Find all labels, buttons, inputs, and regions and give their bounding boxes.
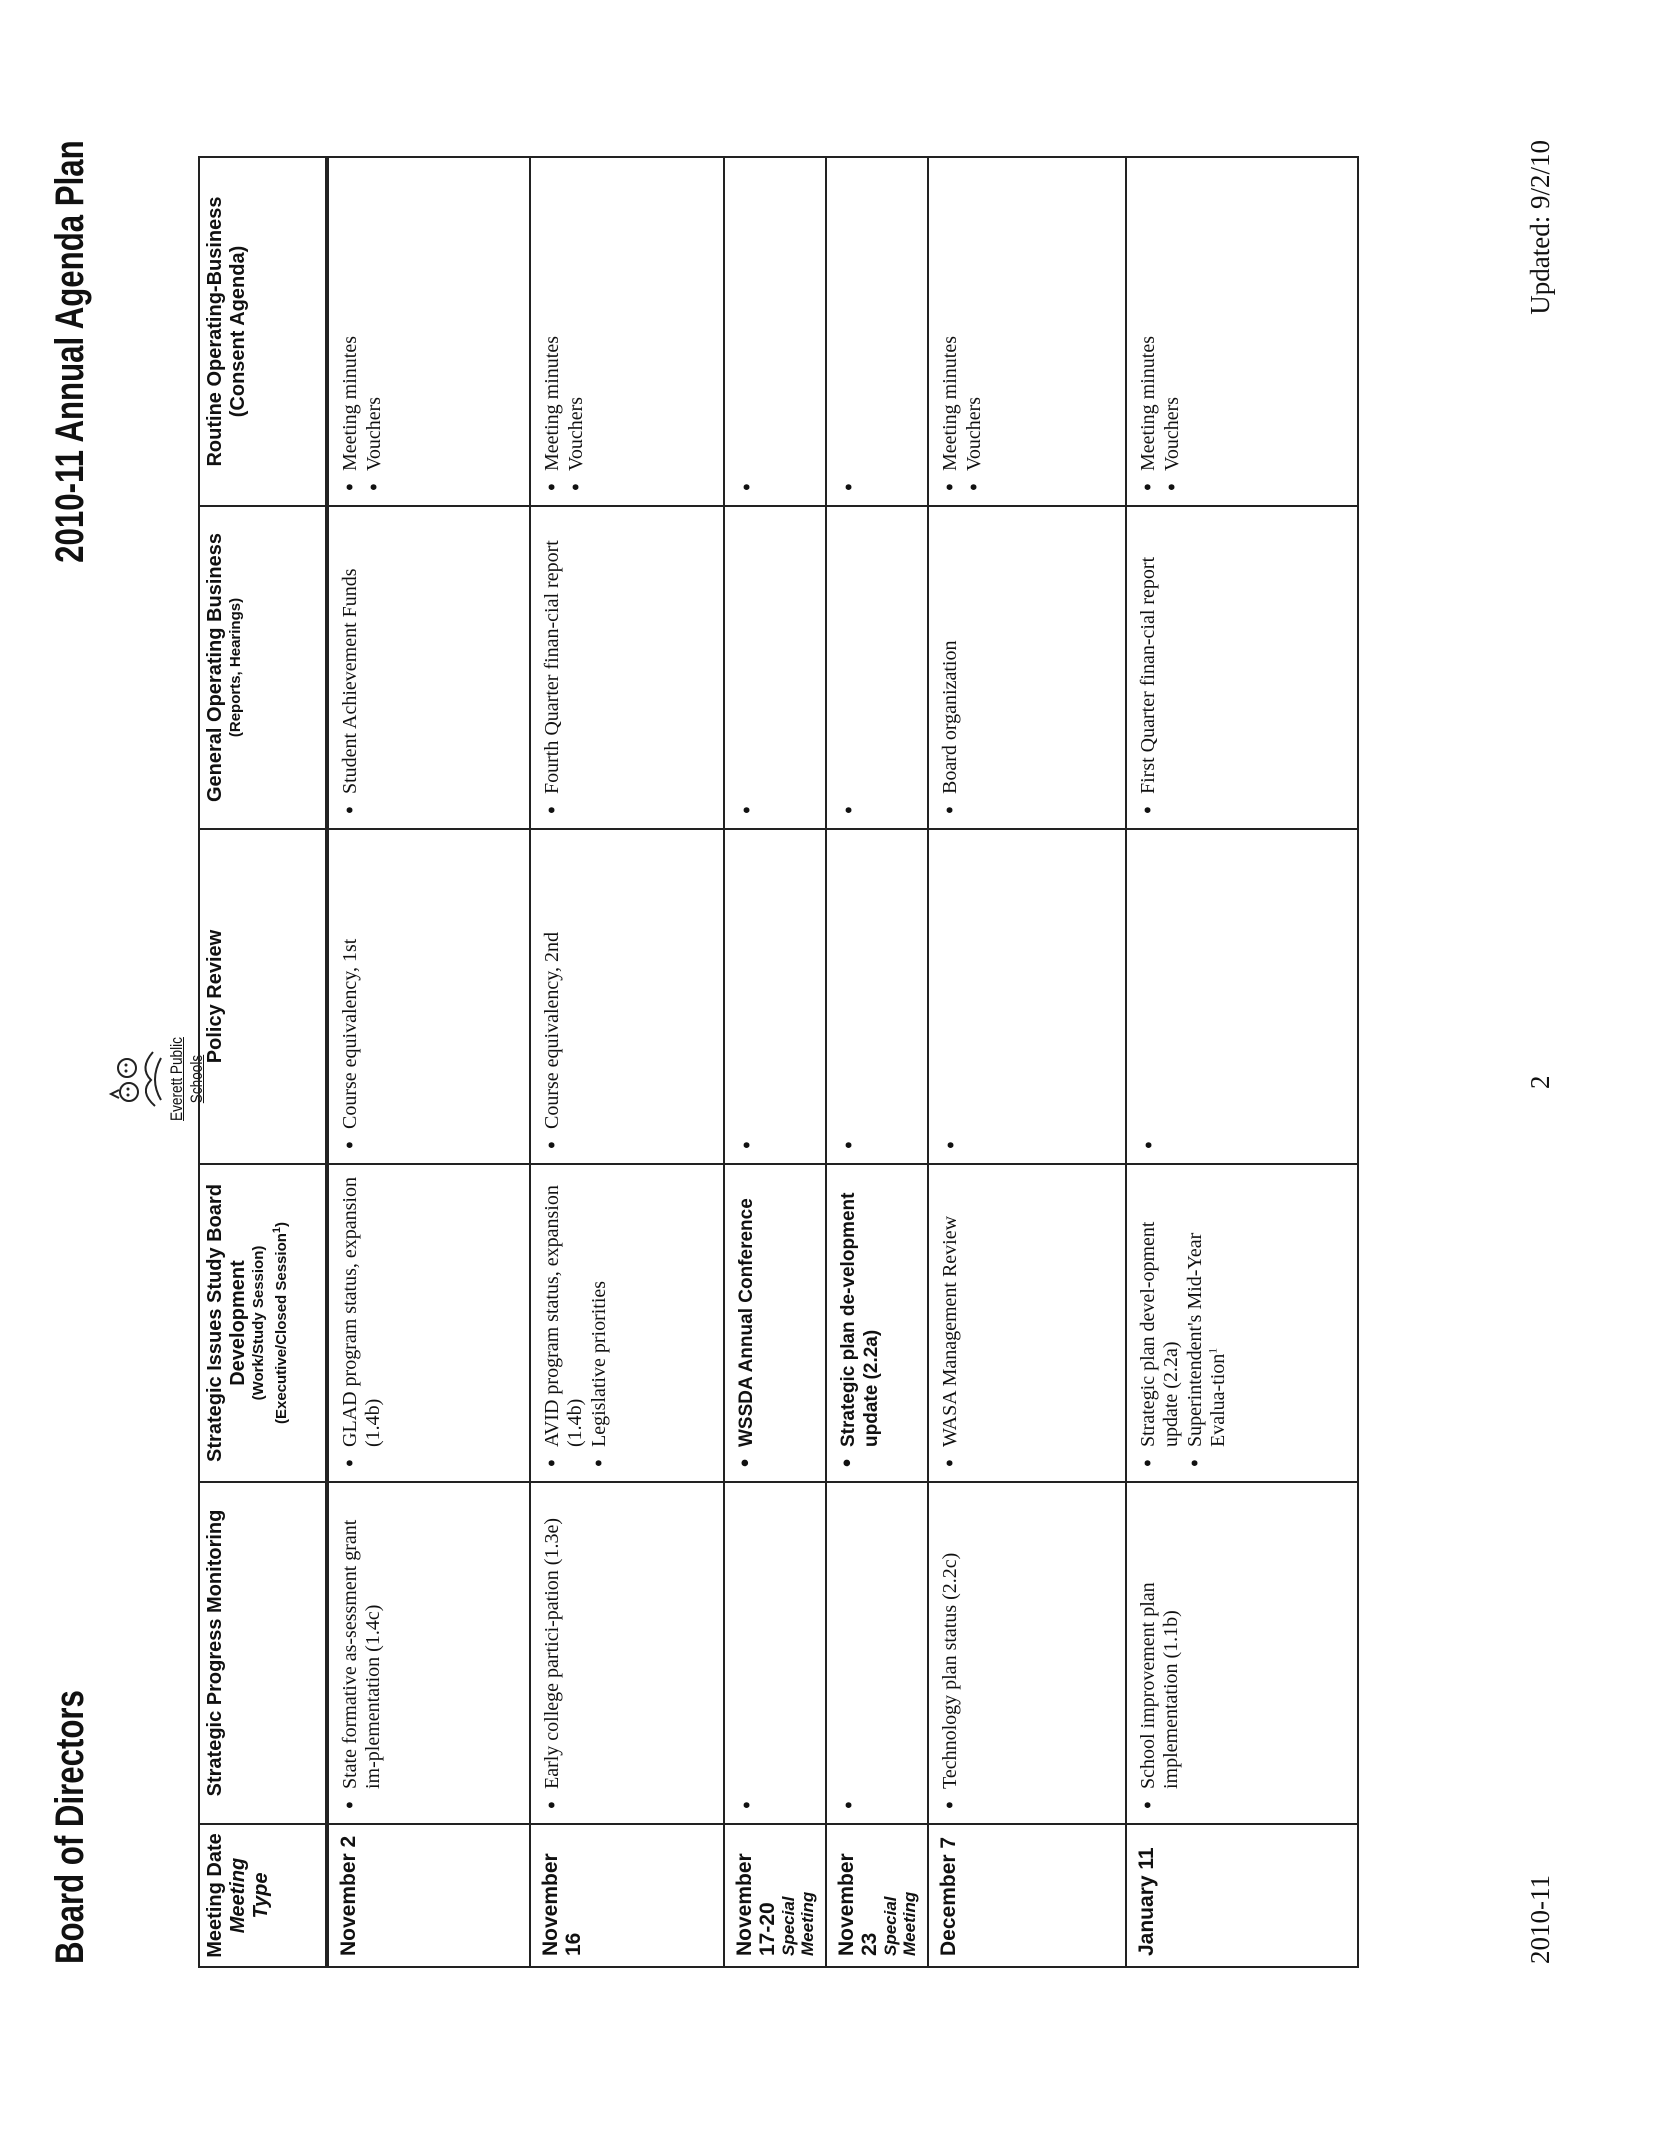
policy-cell [328,829,530,1164]
board-title: Board of Directors [48,1690,92,1964]
list-item: • Legislative priorities [588,1175,611,1471]
table-row [530,157,724,1967]
routine-cell [724,157,826,506]
list-item: • AVID program status, expansion (1.4b) [541,1175,587,1471]
policy-cell [530,829,724,1164]
table-row [1126,157,1358,1967]
table-row [826,157,928,1967]
strategic-cell [530,1164,724,1482]
col-header-general: General Operating Business (Reports, Hearings) [199,506,326,829]
children-logo-icon [105,1044,167,1114]
table-row [928,157,1126,1967]
progress-cell [328,1482,530,1824]
meeting-date: November 2 [328,1824,530,1967]
footnote-marker: 1 [1205,1347,1220,1354]
meeting-type: Special Meeting [779,1891,817,1956]
list-item: • Early college partici-pation (1.3e) [541,1493,564,1813]
col-header-meeting-date: Meeting Date Meeting Type [199,1824,326,1967]
policy-cell [826,829,928,1164]
list-item: • Technology plan status (2.2c) [939,1493,962,1813]
agenda-body-table [327,156,1359,1968]
strategic-cell [328,1164,530,1482]
list-item: • Vouchers [963,168,986,495]
routine-cell [328,157,530,506]
list-item: • Student Achievement Funds [339,517,362,818]
list-item: • Fourth Quarter finan-cial report [541,517,564,818]
plan-title: 2010-11 Annual Agenda Plan [48,140,92,563]
meeting-date: November 16 [530,1824,724,1967]
list-item: • WSSDA Annual Conference [735,1175,758,1471]
list-item: • Vouchers [363,168,386,495]
list-item: • Vouchers [1161,168,1184,495]
col-header-strategic: Strategic Issues Study Board Development (Work/Study Session) (Executive/Closed Session$^1$) [199,1164,326,1482]
policy-cell [928,829,1126,1164]
col-header-routine: Routine Operating-Business (Consent Agenda) [199,157,326,506]
policy-cell [724,829,826,1164]
progress-cell [826,1482,928,1824]
list-item: • WASA Management Review [939,1175,962,1471]
footer-year: 2010-11 [1525,1875,1555,1964]
meeting-date: November 17-20 Special Meeting [724,1824,826,1967]
progress-cell [928,1482,1126,1824]
list-item: • School improvement plan implementation (1.1b) [1137,1493,1183,1813]
list-item: • Strategic plan devel-opment update (2.2a) [1137,1175,1183,1471]
progress-cell [1126,1482,1358,1824]
list-item: • Superintendent's Mid-Year Evalua-tion$^1$ [1184,1175,1230,1471]
general-cell [328,506,530,829]
routine-cell [530,157,724,506]
strategic-cell [826,1164,928,1482]
general-cell [1126,506,1358,829]
list-item: • Meeting minutes [939,168,962,495]
page-number: 2 [1525,1075,1555,1089]
list-item: • Strategic plan de-velopment update (2.2a) [837,1175,883,1471]
general-cell [826,506,928,829]
general-cell [724,506,826,829]
progress-cell [724,1482,826,1824]
district-logo [105,1014,207,1144]
list-item: • Board organization [939,517,962,818]
list-item: • Course equivalency, 2nd [541,840,564,1153]
strategic-cell [1126,1164,1358,1482]
col-header-policy: Policy Review [199,829,326,1164]
table-row [328,157,530,1967]
routine-cell [928,157,1126,506]
meeting-type: Special Meeting [881,1891,919,1956]
strategic-cell [928,1164,1126,1482]
progress-cell [530,1482,724,1824]
general-cell [530,506,724,829]
list-item: • Meeting minutes [541,168,564,495]
updated-date: Updated: 9/2/10 [1525,140,1555,315]
list-item: • First Quarter finan-cial report [1137,517,1160,818]
list-item: • State formative as-sessment grant im-plementation (1.4c) [339,1493,385,1813]
table-row [724,157,826,1967]
list-item: • GLAD program status, expansion (1.4b) [339,1175,385,1471]
general-cell [928,506,1126,829]
policy-cell [1126,829,1358,1164]
list-item: • Meeting minutes [339,168,362,495]
list-item: • Vouchers [565,168,588,495]
list-item: • Meeting minutes [1137,168,1160,495]
meeting-date: November 23 Special Meeting [826,1824,928,1967]
meeting-date: December 7 [928,1824,1126,1967]
routine-cell [826,157,928,506]
logo-caption: Everett Public Schools [167,1037,206,1121]
list-item: • Course equivalency, 1st [339,840,362,1153]
col-header-progress: Strategic Progress Monitoring [199,1482,326,1824]
strategic-cell [724,1164,826,1482]
meeting-date: January 11 [1126,1824,1358,1967]
routine-cell [1126,157,1358,506]
agenda-header-table [198,156,327,1968]
